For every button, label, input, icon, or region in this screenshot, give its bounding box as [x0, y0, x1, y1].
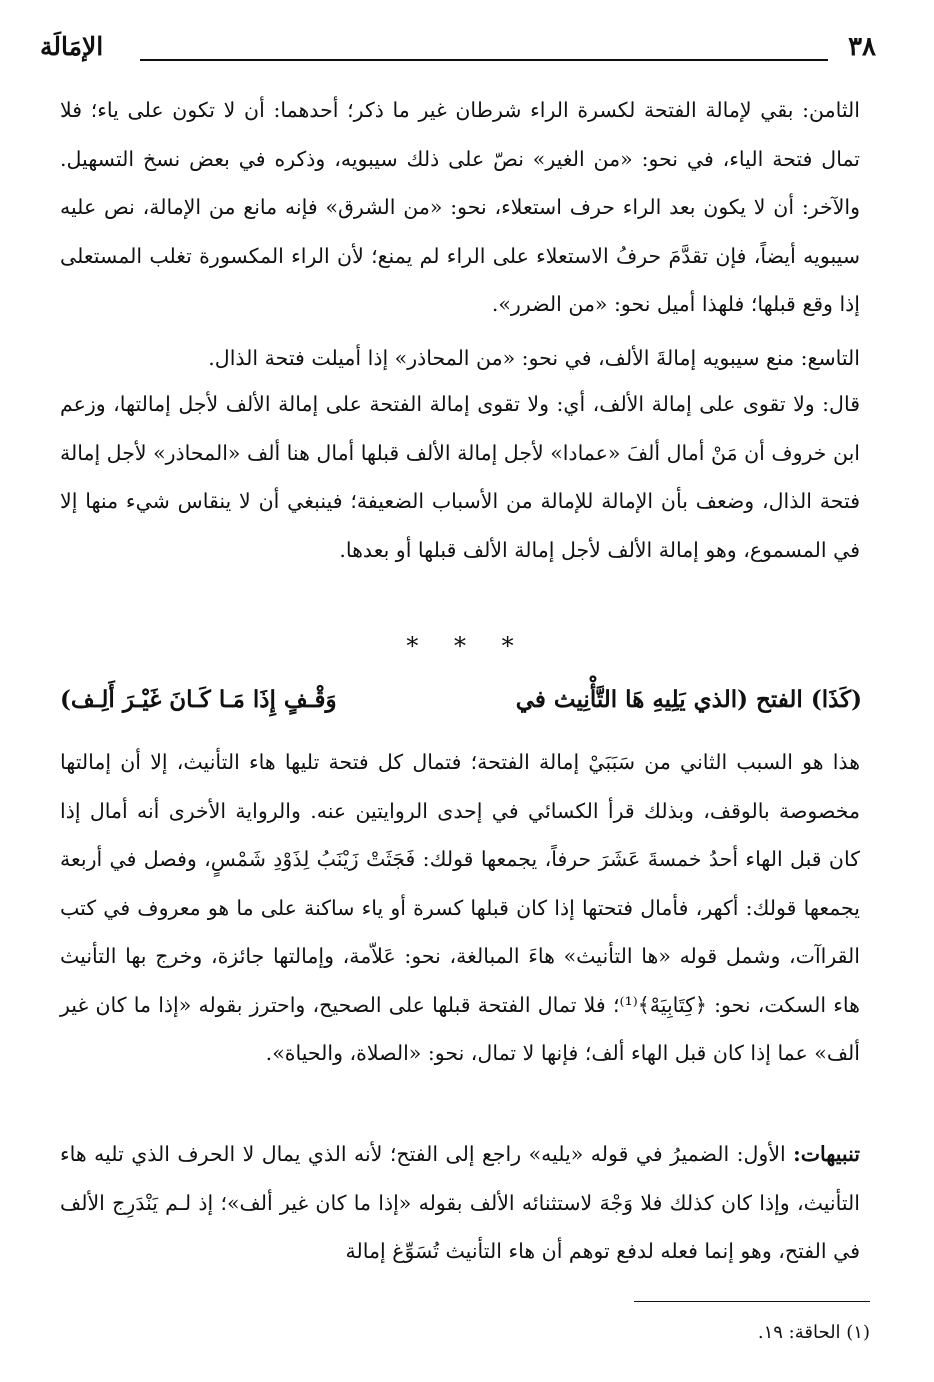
paragraph-notes: [60, 1130, 860, 1276]
paragraph-ninth: التاسع: منع سيبويه إمالةَ الألف، في نحو: «من المحاذر» إذا أميلت فتحة الذال.: [208, 346, 860, 370]
footnote-rule: [634, 1301, 870, 1302]
notes-label: تنبيهات:: [793, 1142, 860, 1166]
footnote: (١) الحاقة: ١٩.: [757, 1322, 870, 1343]
page-header: [40, 32, 876, 72]
section-separator: * * *: [406, 632, 528, 660]
page-number: ٣٨: [848, 32, 876, 62]
paragraph-commentary: قال: ولا تقوى على إمالة الألف، أي: ولا تقوى إمالة الفتحة على إمالة الألف لأجل إمالتها، وزعم ابن خروف أن مَنْ أمال ألفَ «عمادا» لأجل إمالة الألف قبلها أمال هنا ألف «المحاذر» لأجل إمالة فتحة الذال، وضعف بأن الإمالة للإمالة من الأسباب الضعيفة؛ فينبغي أن لا ينقاس شيء منها إلا في المسموع، وهو إمالة الألف لأجل إمالة الألف قبلها أو بعدها.: [60, 392, 860, 562]
header-rule: [140, 59, 828, 61]
verse-line: [60, 686, 862, 730]
paragraph-explanation: هذا هو السبب الثاني من سَبَبَيْ إمالة الفتحة؛ فتمال كل فتحة تليها هاء التأنيث، إلا أن إمالتها مخصوصة بالوقف، وبذلك قرأ الكسائي في إحدى الروايتين عنه. والرواية الأخرى أنه أمال إذا كان قبل الهاء أحدُ خمسةَ عَشَرَ حرفاً، يجمعها قولك: فَجَثَتْ زَيْنَبُ لِذَوْدِ شَمْسٍ، وفصل في أربعة يجمعها قولك: أكهر، فأمال فتحتها إذا كان قبلها كسرة أو ياء ساكنة على ما هو معروف في كتب القراآت، وشمل قوله «ها التأنيث» هاءَ المبالغة، نحو: عَلاّمة، وإمالتها جائزة، وخرج بها التأنيث هاء السكت، نحو: ﴿كِتَابِيَهْ﴾⁽¹⁾؛ فلا تمال الفتحة قبلها على الصحيح، واحترز بقوله «إذا ما كان غير ألف» عما إذا كان قبل الهاء ألف؛ فإنها لا تمال، نحو: «الصلاة، والحياة».: [60, 750, 860, 1065]
verse-first-hemistich: (كَذَا) الفتح (الذي يَلِيهِ هَا التَّأْنِيث في: [515, 686, 862, 713]
running-title: الإمَالَة: [40, 32, 104, 61]
notes-text: الأول: الضميرُ في قوله «يليه» راجع إلى الفتح؛ لأنه الذي يمال لا الحرف الذي تليه هاء التأنيث، وإذا كان كذلك فلا وَجْهَ لاستثنائه الألف بقوله «إذا ما كان غير ألف»؛ إذ لـم يَنْدَرِج الألف في الفتح، وهو إنما فعله لدفع توهم أن هاء التأنيث تُسَوِّغ إمالة: [60, 1142, 860, 1263]
verse-second-hemistich: وَقْـفٍ إِذَا مَـا كَـانَ غَيْـرَ أَلِـف): [60, 686, 337, 713]
paragraph-eighth: الثامن: بقي لإمالة الفتحة لكسرة الراء شرطان غير ما ذكر؛ أحدهما: أن لا تكون على ياء؛ فلا تمال فتحة الياء، في نحو: «من الغير» نصّ على ذلك سيبويه، وذكره في بعض نسخ التسهيل. والآخر: أن لا يكون بعد الراء حرف استعلاء، نحو: «من الشرق» فإنه مانع من الإمالة، نص عليه سيبويه أيضاً، فإن تقدَّمَ حرفُ الاستعلاء على الراء لم يمنع؛ لأن الراء المكسورة تغلب المستعلى إذا وقع قبلها؛ فلهذا أميل نحو: «من الضرر».: [60, 98, 860, 316]
